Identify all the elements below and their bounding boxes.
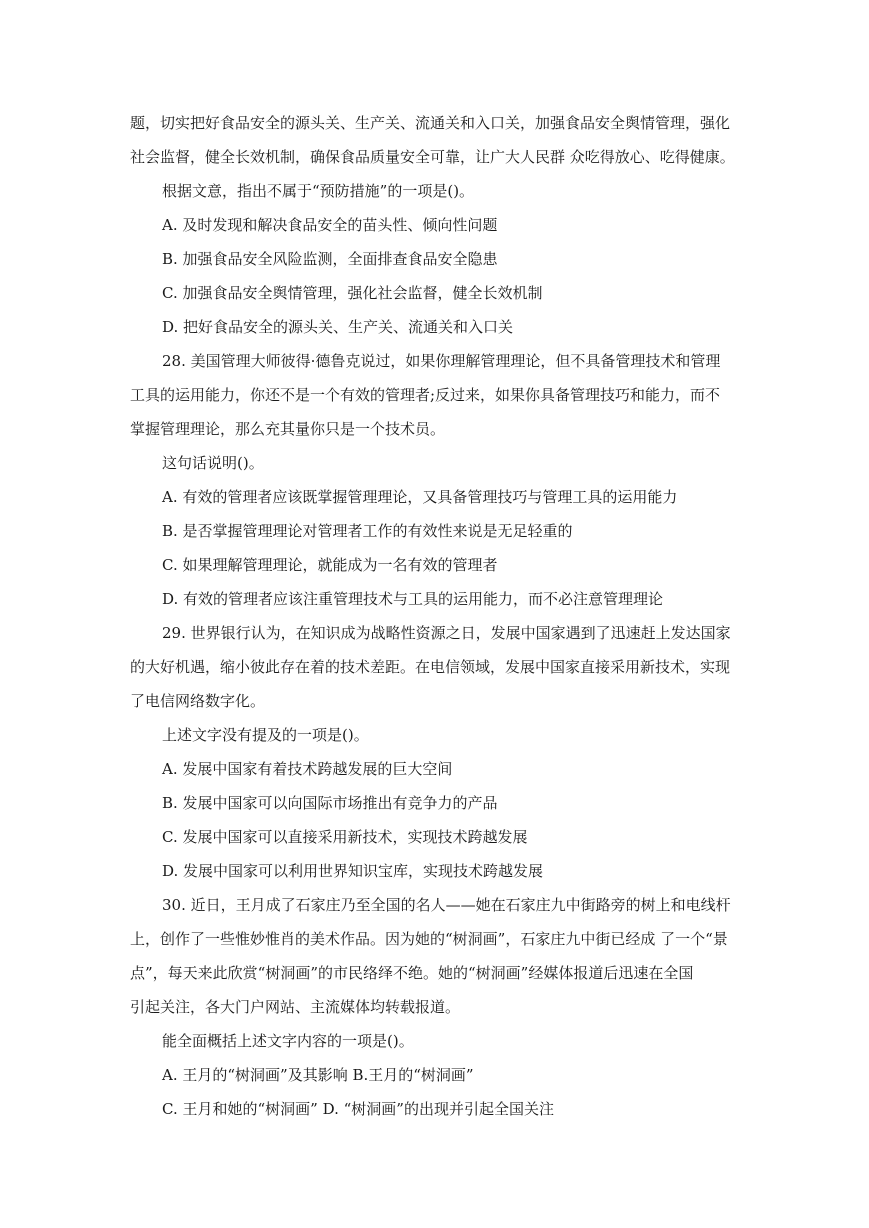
question-29-passage: 的大好机遇，缩小彼此存在着的技术差距。在电信领域，发展中国家直接采用新技术，实现 <box>130 658 731 676</box>
question-29-passage: 了电信网络数字化。 <box>130 692 266 710</box>
option-a: A. 发展中国家有着技术跨越发展的巨大空间 <box>162 760 453 778</box>
option-c: C. 加强食品安全舆情管理，强化社会监督，健全长效机制 <box>162 284 543 302</box>
option-d: D. 发展中国家可以利用世界知识宝库，实现技术跨越发展 <box>162 862 544 880</box>
option-c: C. 如果理解管理理论，就能成为一名有效的管理者 <box>162 556 498 574</box>
option-a: A. 有效的管理者应该既掌握管理理论，又具备管理技巧与管理工具的运用能力 <box>162 488 678 506</box>
option-d: D. 有效的管理者应该注重管理技术与工具的运用能力，而不必注意管理理论 <box>162 590 664 608</box>
question-stem: 根据文意，指出不属于“预防措施”的一项是()。 <box>162 182 475 200</box>
question-29-passage: 29. 世界银行认为，在知识成为战略性资源之日，发展中国家遇到了迅速赶上发达国家 <box>162 624 731 642</box>
question-stem: 能全面概括上述文字内容的一项是()。 <box>162 1032 414 1050</box>
option-b: B. 发展中国家可以向国际市场推出有竞争力的产品 <box>162 794 498 812</box>
intro-line: 题，切实把好食品安全的源头关、生产关、流通关和入口关，加强食品安全舆情管理，强化 <box>130 114 731 132</box>
question-stem: 这句话说明()。 <box>162 454 264 472</box>
option-c-d: C. 王月和她的“树洞画” D. “树洞画”的出现并引起全国关注 <box>162 1100 554 1118</box>
option-b: B. 加强食品安全风险监测，全面排查食品安全隐患 <box>162 250 498 268</box>
question-28-passage: 工具的运用能力，你还不是一个有效的管理者;反过来，如果你具备管理技巧和能力，而不 <box>130 386 721 404</box>
question-28-passage: 掌握管理理论，那么充其量你只是一个技术员。 <box>130 420 446 438</box>
question-28-passage: 28. 美国管理大师彼得·德鲁克说过，如果你理解管理理论，但不具备管理技术和管理 <box>162 352 721 370</box>
question-30-passage: 点”，每天来此欣赏“树洞画”的市民络绎不绝。她的“树洞画”经媒体报道后迅速在全国 <box>130 964 694 982</box>
option-b: B. 是否掌握管理理论对管理者工作的有效性来说是无足轻重的 <box>162 522 573 540</box>
option-d: D. 把好食品安全的源头关、生产关、流通关和入口关 <box>162 318 514 336</box>
question-stem: 上述文字没有提及的一项是()。 <box>162 726 369 744</box>
option-a: A. 及时发现和解决食品安全的苗头性、倾向性问题 <box>162 216 498 234</box>
option-c: C. 发展中国家可以直接采用新技术，实现技术跨越发展 <box>162 828 528 846</box>
intro-line: 社会监督，健全长效机制，确保食品质量安全可靠，让广大人民群 众吃得放心、吃得健康。 <box>130 148 735 166</box>
question-30-passage: 引起关注，各大门户网站、主流媒体均转载报道。 <box>130 998 461 1016</box>
option-a-b: A. 王月的“树洞画”及其影响 B.王月的“树洞画” <box>162 1066 474 1084</box>
question-30-passage: 上，创作了一些惟妙惟肖的美术作品。因为她的“树洞画”，石家庄九中街已经成 了一个“景 <box>130 930 728 948</box>
question-30-passage: 30. 近日，王月成了石家庄乃至全国的名人——她在石家庄九中街路旁的树上和电线杆 <box>162 896 731 914</box>
